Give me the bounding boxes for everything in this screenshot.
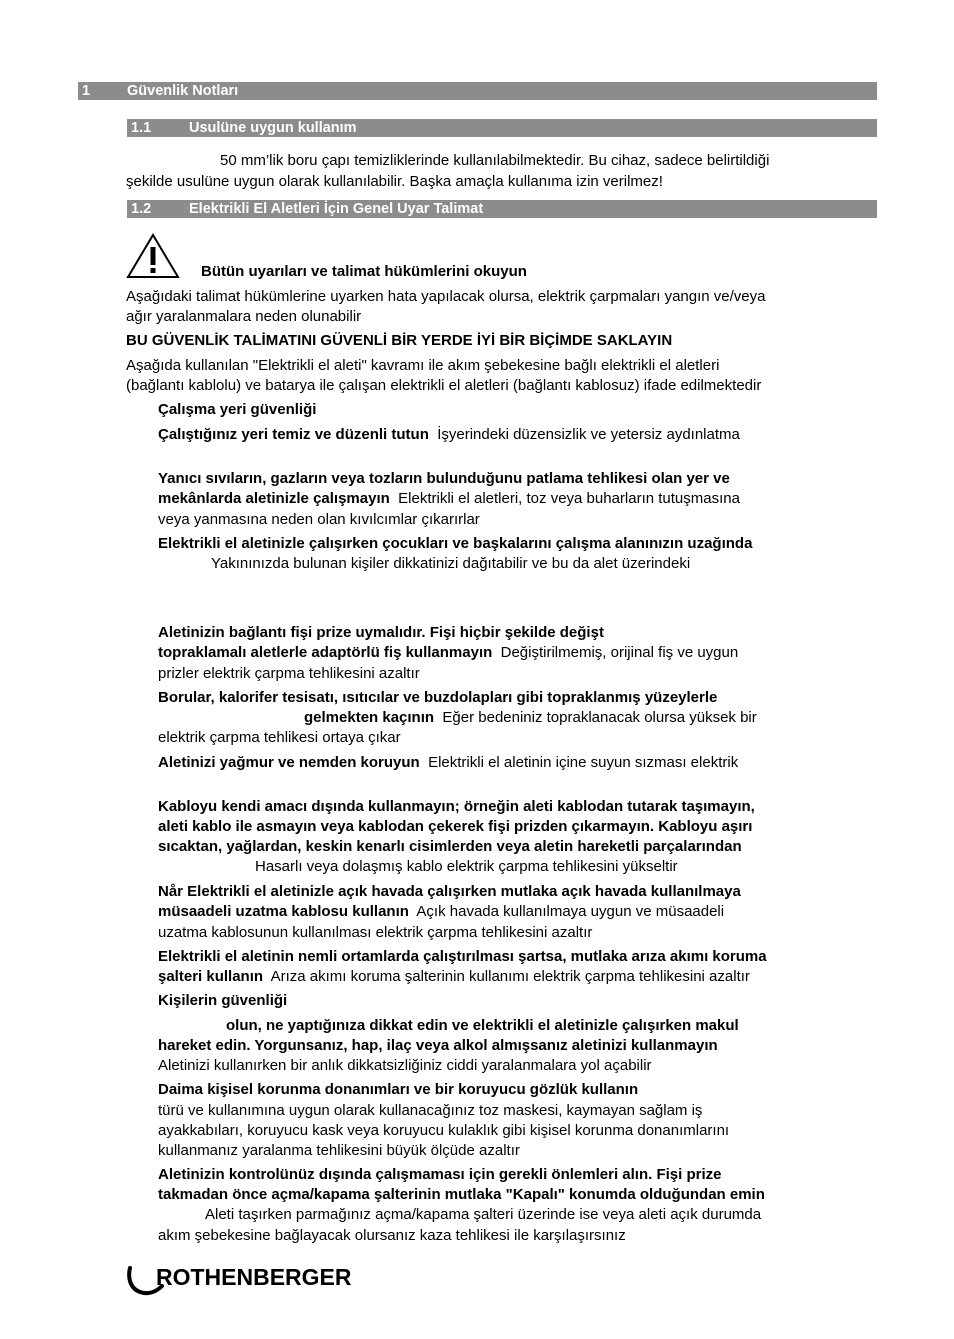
electrical-plug-2 [158, 643, 738, 663]
warning-triangle-icon [126, 232, 180, 280]
electrical-rain-bold: Aletinizi yağmur ve nemden koruyun [158, 754, 420, 771]
save-instructions: BU GÜVENLİK TALİMATINI GÜVENLİ BİR YERDE İYİ BİR BİÇİMDE SAKLAYIN [126, 332, 673, 349]
section-title: Elektrikli El Aletleri İçin Genel Uyar Talimat [189, 201, 484, 217]
electrical-outdoor-2 [158, 902, 724, 922]
electrical-rain [158, 753, 738, 773]
electrical-cable-4: Hasarlı veya dolaşmış kablo elektrik çarpma tehlikesini yükseltir [255, 858, 678, 875]
warning-para-2b: (bağlantı kablolu) ve batarya ile çalışan elektrikli el aletleri (bağlantı kablosuz) ifade edilmektedir [126, 377, 762, 394]
electrical-damp-2-bold: şalteri kullanın [158, 968, 264, 985]
workplace-clean-bold: Çalıştığınız yeri temiz ve düzenli tutun [158, 426, 429, 443]
workplace-flam-2 [158, 489, 740, 509]
section-title: Güvenlik Notları [127, 83, 239, 99]
warning-para-1a: Aşağıdaki talimat hükümlerine uyarken hata yapılacak olursa, elektrik çarpmaları yangın ve/veya [126, 288, 766, 305]
workplace-flam-1: Yanıcı sıvıların, gazların veya tozların bulunduğunu patlama tehlikesi olan yer ve [158, 470, 730, 487]
section-title: Usulüne uygun kullanım [189, 120, 357, 136]
section-1-1-header [127, 119, 877, 137]
electrical-pipes-2-bold: gelmekten kaçının [304, 709, 435, 726]
electrical-plug-3: prizler elektrik çarpma tehlikesini azaltır [158, 665, 420, 682]
personal-ppe-2: türü ve kullanımına uygun olarak kullanacağınız toz maskesi, kaymayan sağlam iş [158, 1102, 703, 1119]
workplace-flam-2-text: Elektrikli el aletleri, toz veya buharların tutuşmasına [398, 490, 740, 507]
warning-heading: Bütün uyarıları ve talimat hükümlerini okuyun [201, 263, 527, 280]
personal-start-3: Aleti taşırken parmağınız açma/kapama şalteri üzerinde ise veya aleti açık durumda [205, 1206, 762, 1223]
personal-att-3: Aletinizi kullanırken bir anlık dikkatsizliğiniz ciddi yaralanmalara yol açabilir [158, 1057, 652, 1074]
electrical-damp-2 [158, 967, 750, 987]
electrical-outdoor-3: uzatma kablosunun kullanılması elektrik çarpma tehlikesini azaltır [158, 924, 593, 941]
electrical-pipes-2-text: Eğer bedeniniz topraklanacak olursa yüksek bir [442, 709, 757, 726]
electrical-pipes-3: elektrik çarpma tehlikesi ortaya çıkar [158, 729, 401, 746]
workplace-clean [158, 425, 740, 445]
rothenberger-logo [126, 1262, 366, 1298]
workplace-kids-bold: Elektrikli el aletinizle çalışırken çocukları ve başkalarını çalışma alanınızın uzağında [158, 535, 753, 552]
electrical-pipes-1: Borular, kalorifer tesisatı, ısıtıcılar ve buzdolapları gibi topraklanmış yüzeylerle [158, 689, 718, 706]
personal-ppe-1: Daima kişisel korunma donanımları ve bir koruyucu gözlük kullanın [158, 1081, 639, 1098]
personal-ppe-3: ayakkabıları, koruyucu kask veya koruyucu kulaklık gibi kişisel korunma donanımlarını [158, 1122, 730, 1139]
personal-att-2: hareket edin. Yorgunsanız, hap, ilaç veya alkol almışsanız aletinizi kullanmayın [158, 1037, 718, 1054]
workplace-heading: Çalışma yeri güvenliği [158, 401, 317, 418]
electrical-outdoor-2-text: Açık havada kullanılmaya uygun ve müsaadeli [416, 903, 725, 920]
electrical-cable-1: Kabloyu kendi amacı dışında kullanmayın; örneğin aleti kablodan tutarak taşımayın, [158, 798, 755, 815]
brand-name: ROTHENBERGER [156, 1264, 352, 1290]
workplace-flam-2-bold: mekânlarda aletinizle çalışmayın [158, 490, 390, 507]
personal-att-1: olun, ne yaptığınıza dikkat edin ve elektrikli el aletinizle çalışırken makul [226, 1017, 739, 1034]
section-1-header [78, 82, 877, 100]
section-number: 1.1 [131, 120, 152, 136]
workplace-flam-3: veya yanmasına neden olan kıvılcımlar çıkarırlar [158, 511, 480, 528]
personal-start-4: akım şebekesine bağlayacak olursanız kaza tehlikesi ile karşılaşırsınız [158, 1227, 626, 1244]
personal-start-2: takmadan önce açma/kapama şalterinin mutlaka "Kapalı" konumda olduğundan emin [158, 1186, 765, 1203]
workplace-kids-text: Yakınınızda bulunan kişiler dikkatinizi dağıtabilir ve bu da alet üzerindeki [211, 555, 691, 572]
personal-heading: Kişilerin güvenliği [158, 992, 288, 1009]
electrical-pipes-2 [304, 708, 757, 728]
warning-para-2a: Aşağıda kullanılan "Elektrikli el aleti" kavramı ile akım şebekesine bağlı elektrikli el aletleri [126, 357, 720, 374]
electrical-damp-2-text: Arıza akımı koruma şalterinin kullanımı elektrik çarpma tehlikesini azaltır [270, 968, 750, 985]
personal-ppe-4: kullanmanız yaralanma tehlikesini büyük ölçüde azaltır [158, 1142, 520, 1159]
electrical-cable-2: aleti kablo ile asmayın veya kablodan çekerek fişi prizden çıkarmayın. Kabloyu aşırı [158, 818, 753, 835]
section-number: 1 [82, 83, 91, 99]
usage-line-1: 50 mm’lik boru çapı temizliklerinde kullanılabilmektedir. Bu cihaz, sadece belirtildiği [220, 152, 770, 169]
workplace-clean-text: İşyerindeki düzensizlik ve yetersiz aydınlatma [437, 426, 740, 443]
electrical-cable-3: sıcaktan, yağlardan, keskin kenarlı cisimlerden veya aletin hareketli parçalarından [158, 838, 742, 855]
warning-para-1b: ağır yaralanmalara neden olunabilir [126, 308, 362, 325]
section-1-2-header [127, 200, 877, 218]
electrical-plug-2-bold: topraklamalı aletlerle adaptörlü fiş kullanmayın [158, 644, 493, 661]
electrical-rain-text: Elektrikli el aletinin içine suyun sızması elektrik [428, 754, 739, 771]
personal-start-1: Aletinizin kontrolünüz dışında çalışmaması için gerekli önlemleri alın. Fişi prize [158, 1166, 722, 1183]
usage-line-2: şekilde usulüne uygun olarak kullanılabilir. Başka amaçla kullanıma izin verilmez! [126, 173, 663, 190]
electrical-plug-1: Aletinizin bağlantı fişi prize uymalıdır. Fişi hiçbir şekilde değişt [158, 624, 604, 641]
electrical-outdoor-2-bold: müsaadeli uzatma kablosu kullanın [158, 903, 409, 920]
electrical-outdoor-1: Når Elektrikli el aletinizle açık havada çalışırken mutlaka açık havada kullanılmaya [158, 883, 741, 900]
section-number: 1.2 [131, 201, 152, 217]
electrical-plug-2-text: Değiştirilmemiş, orijinal fiş ve uygun [500, 644, 739, 661]
electrical-damp-1: Elektrikli el aletinin nemli ortamlarda çalıştırılması şartsa, mutlaka arıza akımı koruma [158, 948, 767, 965]
